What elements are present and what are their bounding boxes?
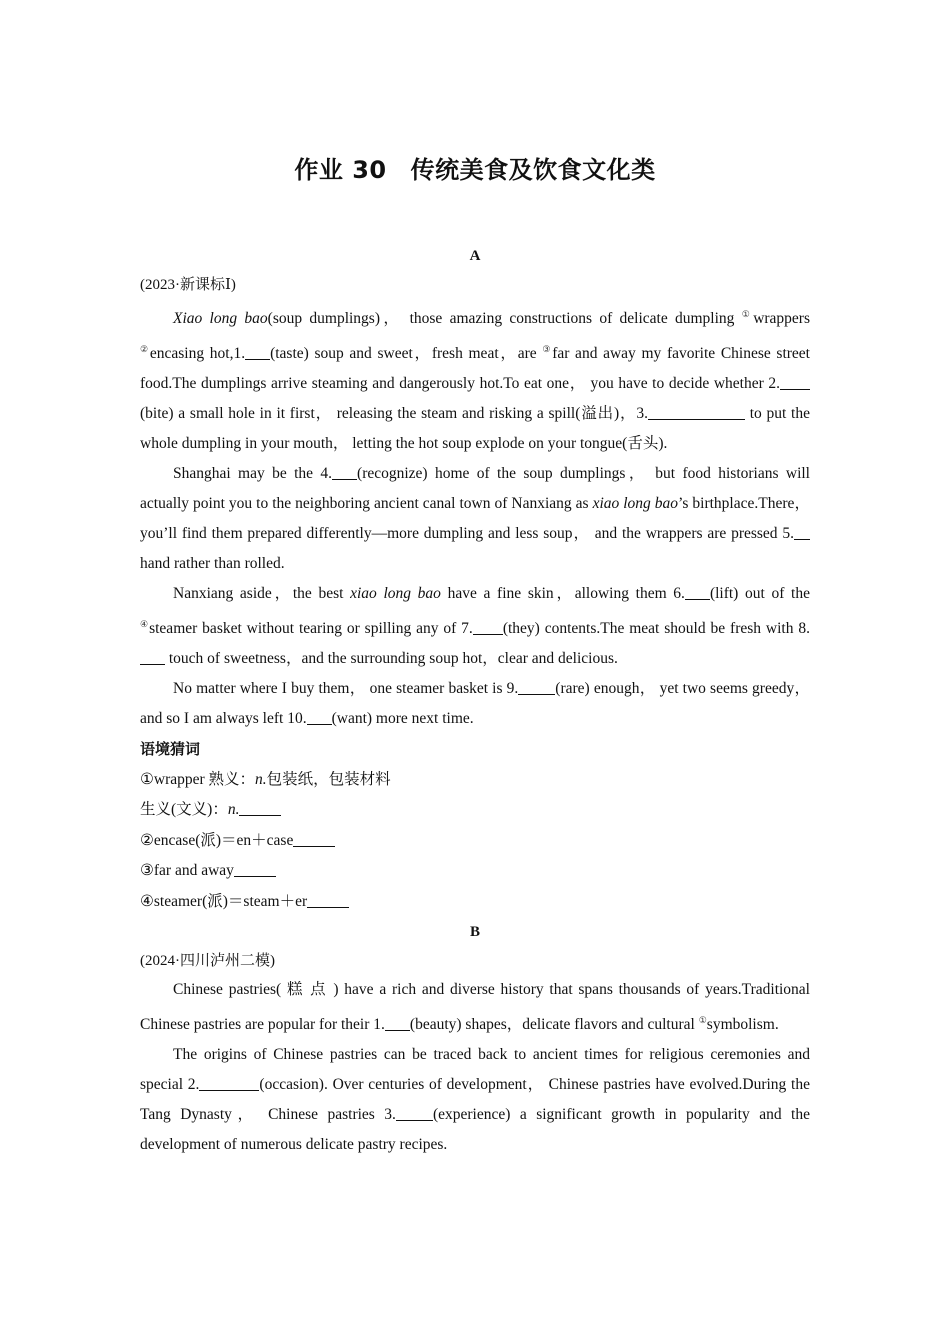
answer-blank-vocab-1[interactable] [239, 800, 281, 817]
vocab-item-4: ④steamer(派)＝steam＋er [140, 887, 810, 918]
vocab-item-3: ③far and away [140, 856, 810, 887]
title-topic: 传统美食及饮食文化类 [410, 156, 656, 184]
section-a-source: (2023·新课标Ⅰ) [140, 277, 236, 293]
page-title [140, 150, 810, 185]
vocab-heading: 语境猜词 [140, 740, 201, 758]
passage-b-paragraph-1: Chinese pastries( 糕 点 ) have a rich and diverse history that spans thousands of years.Traditional Chinese pastries are popular for their 1. (beauty) shapes，delicate flavors and cultural ①symbolism. [140, 981, 810, 1033]
answer-blank-b3[interactable] [396, 1105, 433, 1122]
vocab-item-2: ②encase(派)＝en＋case [140, 826, 810, 857]
answer-blank-vocab-2[interactable] [293, 830, 335, 847]
answer-blank-b1[interactable] [385, 1015, 410, 1032]
section-b-source: (2024·四川泸州二模) [140, 953, 275, 969]
passage-a-paragraph-2: Shanghai may be the 4. (recognize) home of the soup dumplings， but food historians will actually point you to the neighboring ancient canal town of Nanxiang as xiao long bao’s birthplace.There，you’ll find them prepared differently—more dumpling and less soup， and the wrappers are pressed 5.hand rather than rolled. [140, 465, 811, 572]
answer-blank-a8[interactable] [140, 649, 165, 666]
answer-blank-a6[interactable] [685, 584, 710, 601]
section-a-label: A [469, 248, 481, 264]
term-xiao-long-bao: Xiao long bao [173, 310, 268, 327]
note-marker-b1: ① [698, 1015, 707, 1025]
note-marker-4: ④ [140, 619, 150, 629]
passage-a-paragraph-4: No matter where I buy them， one steamer basket is 9. (rare) enough， yet two seems greedy，and so I am always left 10. (want) more next time. [140, 680, 810, 727]
answer-blank-a5[interactable] [794, 524, 810, 541]
answer-blank-b2[interactable] [199, 1075, 259, 1092]
answer-blank-a1[interactable] [245, 344, 270, 361]
passage-a-paragraph-1: Xiao long bao(soup dumplings)， those amazing constructions of delicate dumpling ①wrappers ②encasing hot,1. (taste) soup and sweet，fresh meat，are ③far and away my favorite Chinese street food.The dumplings arrive steaming and dangerously hot.To eat one， you have to decide whether 2.(bite) a small hole in it first， releasing the steam and risking a spill(溢出)，3. to put the whole dumpling in your mouth， letting the hot soup explode on your tongue(舌头). [140, 309, 810, 452]
passage-b-paragraph-2: The origins of Chinese pastries can be traced back to ancient times for religious ceremonies and special 2. (occasion). Over centuries of development， Chinese pastries have evolved.During the Tang Dynasty， Chinese pastries 3. (experience) a significant growth in popularity and the development of numerous delicate pastry recipes. [140, 1046, 810, 1153]
passage-a-paragraph-3: Nanxiang aside，the best xiao long bao have a fine skin，allowing them 6. (lift) out of the ④steamer basket without tearing or spilling any of 7. (they) contents.The meat should be fresh with 8. touch of sweetness，and the surrounding soup hot，clear and delicious. [140, 585, 810, 667]
vocab-item-1-context: 生义(文义)：n. [140, 795, 810, 826]
answer-blank-a2[interactable] [780, 374, 810, 391]
vocab-item-1: ①wrapper 熟义：n.包装纸，包装材料 [140, 770, 391, 788]
note-marker-2: ② [140, 344, 150, 354]
answer-blank-a3[interactable] [648, 404, 745, 421]
answer-blank-a4[interactable] [332, 464, 357, 481]
note-marker-1: ① [741, 309, 754, 319]
section-b-label: B [469, 924, 480, 940]
answer-blank-vocab-4[interactable] [307, 891, 349, 908]
answer-blank-a10[interactable] [307, 709, 332, 726]
answer-blank-vocab-3[interactable] [234, 861, 276, 878]
worksheet-page [140, 150, 810, 1160]
title-number: 作业 30 [294, 156, 387, 184]
note-marker-3: ③ [542, 344, 553, 354]
answer-blank-a7[interactable] [473, 619, 503, 636]
answer-blank-a9[interactable] [518, 679, 555, 696]
